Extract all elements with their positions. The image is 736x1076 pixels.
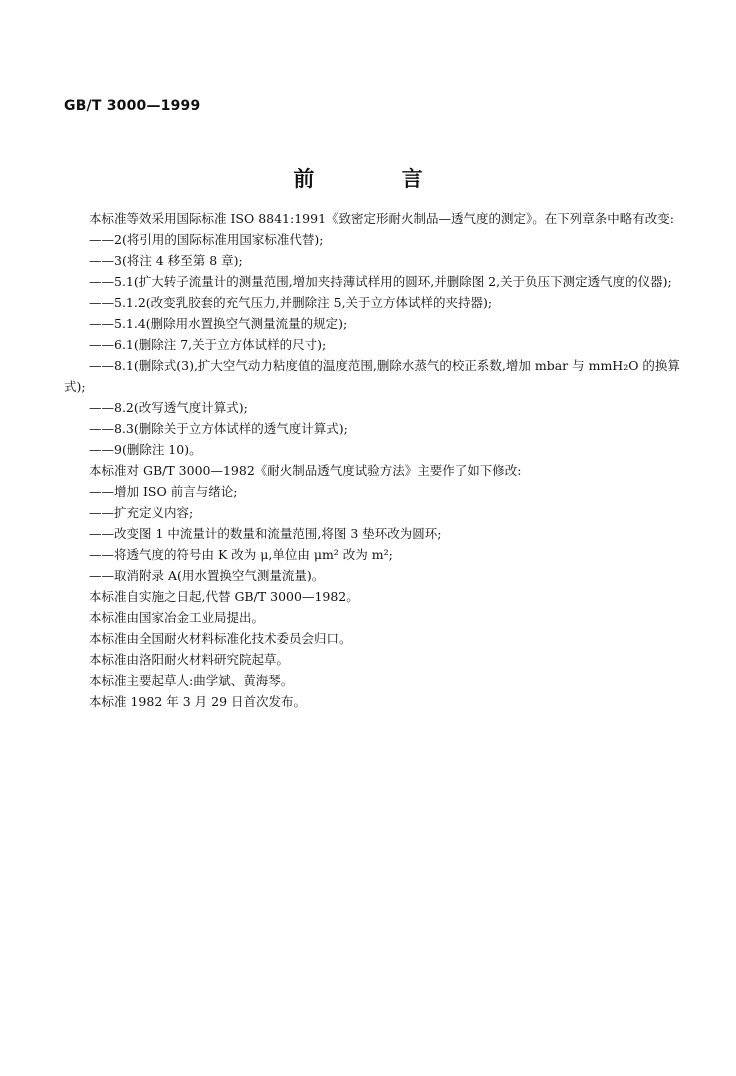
change-item: ——5.1(扩大转子流量计的测量范围,增加夹持薄试样用的圆环,并删除图 2,关于负压下测定透气度的仪器);: [89, 274, 672, 289]
revision-item: ——改变图 1 中流量计的数量和流量范围,将图 3 垫环改为圆环;: [89, 526, 442, 541]
revision-item: ——取消附录 A(用水置换空气测量流量)。: [89, 568, 325, 583]
replacement-statement: 本标准自实施之日起,代替 GB/T 3000—1982。: [89, 589, 359, 604]
change-item: ——2(将引用的国际标准用国家标准代替);: [89, 232, 324, 247]
page-title: 前 言: [293, 167, 463, 191]
first-issue-statement: 本标准 1982 年 3 月 29 日首次发布。: [89, 694, 307, 709]
change-item: ——3(将注 4 移至第 8 章);: [89, 253, 243, 268]
change-item: ——8.2(改写透气度计算式);: [89, 400, 248, 415]
foreword-body: [64, 208, 684, 712]
revision-intro: 本标准对 GB/T 3000—1982《耐火制品透气度试验方法》主要作了如下修改:: [89, 463, 522, 478]
standard-code: GB/T 3000—1999: [64, 98, 201, 114]
change-item: ——6.1(删除注 7,关于立方体试样的尺寸);: [89, 337, 327, 352]
change-item: ——5.1.2(改变乳胶套的充气压力,并删除注 5,关于立方体试样的夹持器);: [89, 295, 493, 310]
change-item: ——8.3(删除关于立方体试样的透气度计算式);: [89, 421, 348, 436]
drafters-statement: 本标准主要起草人:曲学斌、黄海琴。: [89, 673, 294, 688]
revision-item: ——扩充定义内容;: [89, 505, 194, 520]
change-item: ——8.1(删除式(3),扩大空气动力粘度值的温度范围,删除水蒸气的校正系数,增加 mbar 与 mmH₂O 的换算式);: [64, 358, 680, 394]
change-item: ——9(删除注 10)。: [89, 442, 202, 457]
proposer-statement: 本标准由国家冶金工业局提出。: [89, 610, 265, 625]
foreword-intro: 本标准等效采用国际标准 ISO 8841:1991《致密定形耐火制品—透气度的测定》。在下列章条中略有改变:: [89, 211, 674, 226]
revision-item: ——将透气度的符号由 K 改为 μ,单位由 μm² 改为 m²;: [89, 547, 393, 562]
administration-statement: 本标准由全国耐火材料标准化技术委员会归口。: [89, 631, 352, 646]
revision-item: ——增加 ISO 前言与绪论;: [89, 484, 238, 499]
drafting-unit-statement: 本标准由洛阳耐火材料研究院起草。: [89, 652, 290, 667]
change-item: ——5.1.4(删除用水置换空气测量流量的规定);: [89, 316, 348, 331]
